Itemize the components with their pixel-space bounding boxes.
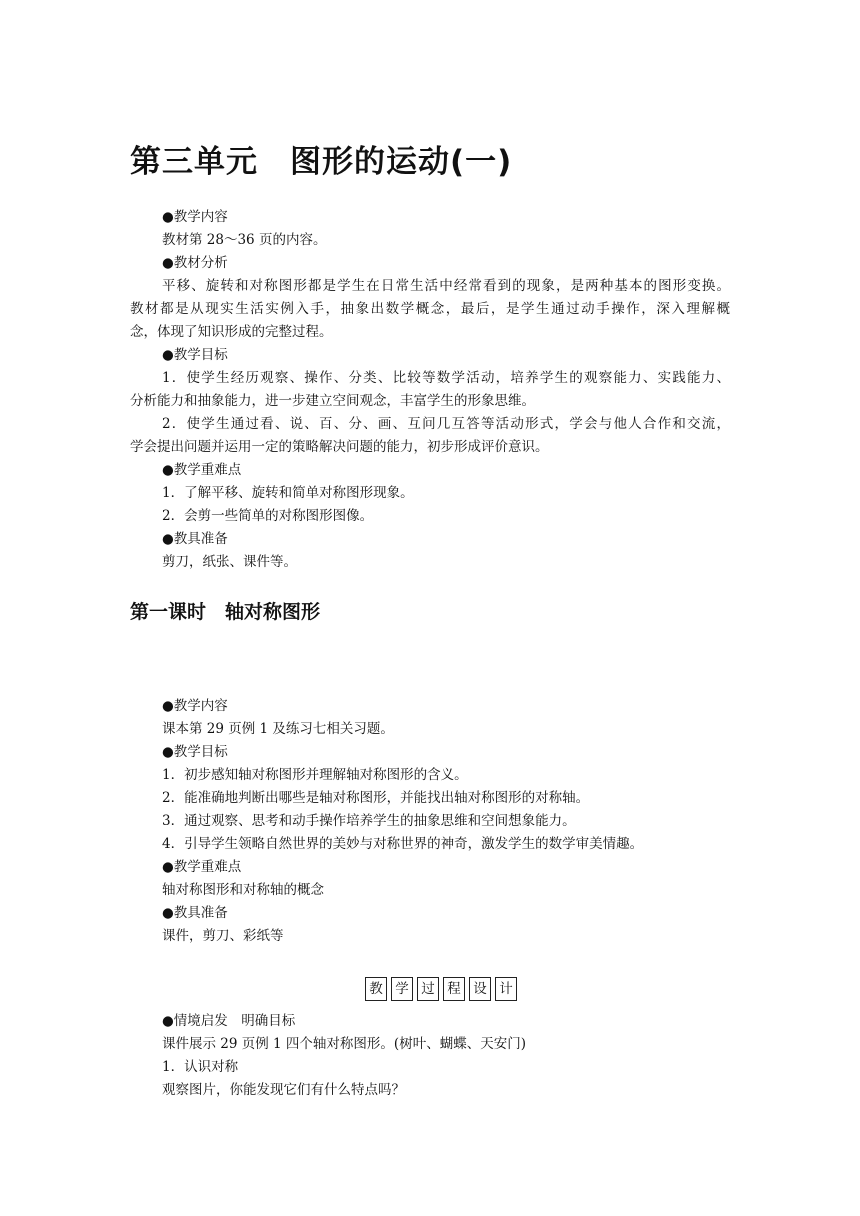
process-title-char: 过 [417,977,439,1001]
process-title-char: 设 [469,977,491,1001]
unit-analysis-line: 念，体现了知识形成的完整过程。 [130,324,333,340]
unit-title: 第三单元 图形的运动(一) [130,144,513,180]
lesson-goals-heading: ●教学目标 [162,744,228,760]
lesson-goal: 4．引导学生领略自然世界的美妙与对称世界的神奇，激发学生的数学审美情趣。 [162,836,644,852]
lesson-goal: 3．通过观察、思考和动手操作培养学生的抽象思维和空间想象能力。 [162,813,576,829]
unit-analysis-line: 教材都是从现实生活实例入手，抽象出数学概念，最后，是学生通过动手操作，深入理解概 [130,301,730,317]
process-intro-text: 课件展示 29 页例 1 四个轴对称图形。(树叶、蝴蝶、天安门) [162,1036,526,1052]
unit-content-text: 教材第 28～36 页的内容。 [162,232,327,248]
lesson-content-heading: ●教学内容 [162,698,228,714]
lesson-content-text: 课本第 29 页例 1 及练习七相关习题。 [162,721,394,737]
process-design-title [365,977,517,1001]
unit-goals-line: 分析能力和抽象能力，进一步建立空间观念，丰富学生的形象思维。 [130,393,535,409]
process-intro-heading: ●情境启发 明确目标 [162,1013,296,1029]
unit-tools-heading: ●教具准备 [162,531,228,547]
lesson-title: 第一课时 轴对称图形 [130,601,321,623]
unit-goals-heading: ●教学目标 [162,347,228,363]
unit-keypoint: 1．了解平移、旋转和简单对称图形现象。 [162,485,414,501]
unit-goals-line: 学会提出问题并运用一定的策略解决问题的能力，初步形成评价意识。 [130,439,549,455]
process-title-char: 教 [365,977,387,1001]
lesson-goal: 2．能准确地判断出哪些是轴对称图形，并能找出轴对称图形的对称轴。 [162,790,590,806]
lesson-tools-heading: ●教具准备 [162,905,228,921]
lesson-keypoints-text: 轴对称图形和对称轴的概念 [162,882,324,898]
unit-tools-text: 剪刀，纸张、课件等。 [162,554,297,570]
unit-analysis-line: 平移、旋转和对称图形都是学生在日常生活中经常看到的现象，是两种基本的图形变换。 [162,278,730,294]
unit-goals-line: 1．使学生经历观察、操作、分类、比较等数学活动，培养学生的观察能力、实践能力、 [162,370,730,386]
process-title-char: 程 [443,977,465,1001]
unit-content-heading: ●教学内容 [162,209,228,225]
lesson-keypoints-heading: ●教学重难点 [162,859,242,875]
unit-keypoint: 2．会剪一些简单的对称图形图像。 [162,508,374,524]
lesson-goal: 1．初步感知轴对称图形并理解轴对称图形的含义。 [162,767,468,783]
process-step1-heading: 1．认识对称 [162,1059,239,1075]
process-title-char: 计 [495,977,517,1001]
unit-analysis-heading: ●教材分析 [162,255,228,271]
process-title-char: 学 [391,977,413,1001]
lesson-tools-text: 课件，剪刀、彩纸等 [162,928,284,944]
unit-keypoints-heading: ●教学重难点 [162,462,242,478]
process-step1-text: 观察图片，你能发现它们有什么特点吗？ [162,1082,405,1098]
unit-goals-line: 2．使学生通过看、说、百、分、画、互问几互答等活动形式，学会与他人合作和交流， [162,416,730,432]
